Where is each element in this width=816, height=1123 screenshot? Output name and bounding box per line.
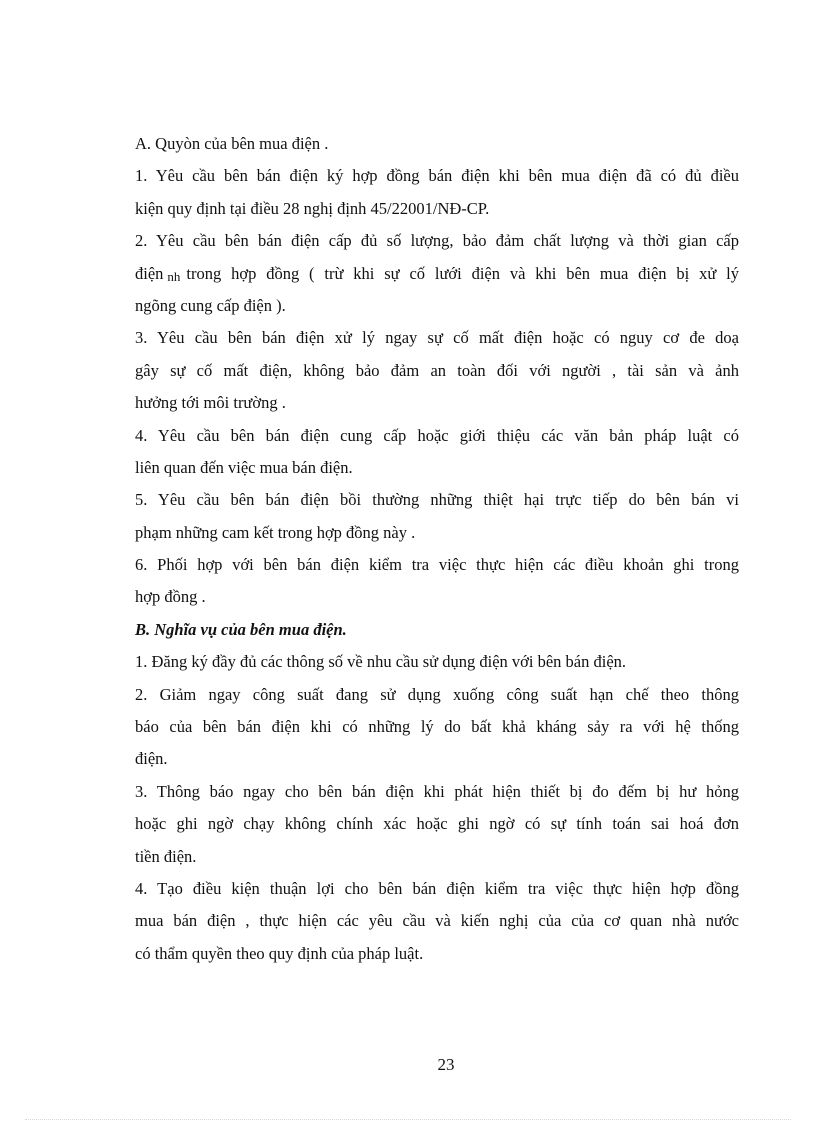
section-a-item-6-line-1: 6. Phối hợp với bên bán điện kiểm tra việc thực hiện các điều khoản ghi trong	[135, 555, 739, 575]
section-a-item-6-line-2: hợp đồng .	[135, 587, 206, 607]
section-a-item-2-line-2-start: điện	[135, 263, 164, 283]
page-body	[135, 128, 739, 970]
section-a-item-2-line-2-end: trong hợp đồng ( trừ khi sự cố lưới điện và khi bên mua điện bị xử lý	[186, 263, 739, 283]
section-a-item-2-line-1: 2. Yêu cầu bên bán điện cấp đủ số lượng, bảo đảm chất lượng và thời gian cấp	[135, 231, 739, 251]
section-a-item-2-line-3: ngõng cung cấp điện ).	[135, 295, 286, 315]
section-a-item-5-line-1: 5. Yêu cầu bên bán điện bồi thường những thiệt hại trực tiếp do bên bán vi	[135, 490, 739, 510]
section-a-item-3-line-3: hưởng tới môi trường .	[135, 393, 286, 413]
section-a-title: A. Quyòn của bên mua điện .	[135, 134, 329, 153]
section-a-item-2-line-2	[135, 258, 739, 290]
section-b-item-2-line-1: 2. Giảm ngay công suất đang sử dụng xuống công suất hạn chế theo thông	[135, 684, 739, 704]
section-b-item-4-line-3: có thẩm quyền theo quy định của pháp luật.	[135, 943, 424, 963]
page-bottom-divider	[25, 1119, 791, 1120]
section-b-title: B. Nghĩa vụ của bên mua điện.	[135, 619, 347, 639]
section-b-item-3-line-2: hoặc ghi ngờ chạy không chính xác hoặc ghi ngờ có sự tính toán sai hoá đơn	[135, 814, 739, 834]
page-number: 23	[437, 1055, 455, 1074]
section-b-item-4-line-1: 4. Tạo điều kiện thuận lợi cho bên bán điện kiểm tra việc thực hiện hợp đồng	[135, 878, 739, 898]
section-b-item-3-line-1: 3. Thông báo ngay cho bên bán điện khi phát hiện thiết bị đo đếm bị hư hỏng	[135, 781, 739, 801]
section-a-item-1-line-2: kiện quy định tại điều 28 nghị định 45/22001/NĐ-CP.	[135, 198, 490, 218]
section-a-item-5-line-2: phạm những cam kết trong hợp đồng này .	[135, 522, 416, 542]
section-b-item-2-line-3: điện.	[135, 749, 168, 769]
section-a-item-4-line-2: liên quan đến việc mua bán điện.	[135, 457, 353, 477]
section-b-item-4-line-2: mua bán điện , thực hiện các yêu cầu và kiến nghị của của cơ quan nhà nước	[135, 911, 739, 931]
section-a-item-3-line-2: gây sự cố mất điện, không bảo đảm an toàn đối với người , tài sản và ảnh	[135, 360, 739, 380]
section-b-item-3-line-3: tiền điện.	[135, 846, 197, 866]
section-a-item-1-line-1: 1. Yêu cầu bên bán điện ký hợp đồng bán điện khi bên mua điện đã có đủ điều	[135, 166, 739, 186]
section-b-item-2-line-2: báo của bên bán điện khi có những lý do bất khả kháng sảy ra với hệ thống	[135, 717, 739, 737]
section-b-item-1-line-1: 1. Đăng ký đầy đủ các thông số về nhu cầu sử dụng điện với bên bán điện.	[135, 652, 627, 672]
section-a-item-4-line-1: 4. Yêu cầu bên bán điện cung cấp hoặc giới thiệu các văn bản pháp luật có	[135, 425, 739, 445]
section-a-item-3-line-1: 3. Yêu cầu bên bán điện xử lý ngay sự cố mất điện hoặc có nguy cơ đe doạ	[135, 328, 739, 348]
inline-annotation: nh	[167, 268, 181, 284]
